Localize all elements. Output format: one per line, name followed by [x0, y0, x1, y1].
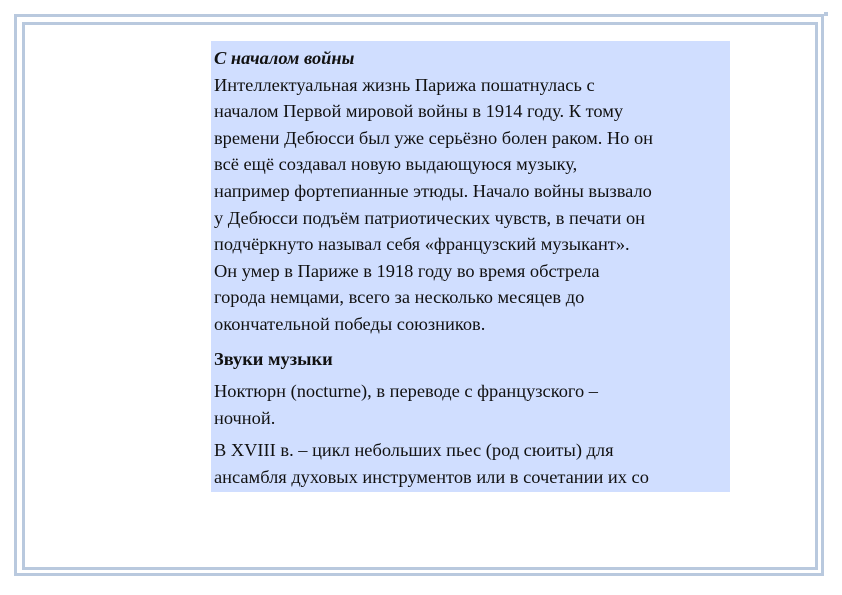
text-line: ансамбля духовых инструментов или в сочетании их со — [214, 466, 649, 487]
text-line: В XVIII в. – цикл небольших пьес (род сюиты) для — [214, 440, 614, 461]
text-box[interactable] — [211, 41, 730, 492]
paragraph-nocturne — [214, 378, 730, 431]
section-heading-war: С началом войны — [214, 48, 355, 68]
slide-frame-corner — [824, 12, 828, 16]
text-line: например фортепианные этюды. Начало войны вызвало — [214, 180, 652, 201]
text-line: окончательной победы союзников. — [214, 313, 486, 334]
text-line: у Дебюсси подъём патриотических чувств, в печати он — [214, 207, 645, 228]
text-line: подчёркнуто называл себя «французский музыкант». — [214, 234, 630, 255]
paragraph-xviii — [214, 437, 730, 490]
text-line: города немцами, всего за несколько месяцев до — [214, 287, 585, 308]
text-line: всё ещё создавал новую выдающуюся музыку, — [214, 154, 578, 175]
text-line: Ноктюрн (nocturne), в переводе с французского – — [214, 381, 598, 402]
text-line: началом Первой мировой войны в 1914 году. К тому — [214, 101, 624, 122]
text-line: Интеллектуальная жизнь Парижа пошатнулась с — [214, 74, 595, 95]
text-line: ночной. — [214, 407, 276, 428]
paragraph-war — [214, 72, 730, 338]
section-heading-music: Звуки музыки — [214, 348, 333, 369]
text-line: Он умер в Париже в 1918 году во время обстрела — [214, 260, 600, 281]
text-line: времени Дебюсси был уже серьёзно болен раком. Но он — [214, 127, 654, 148]
